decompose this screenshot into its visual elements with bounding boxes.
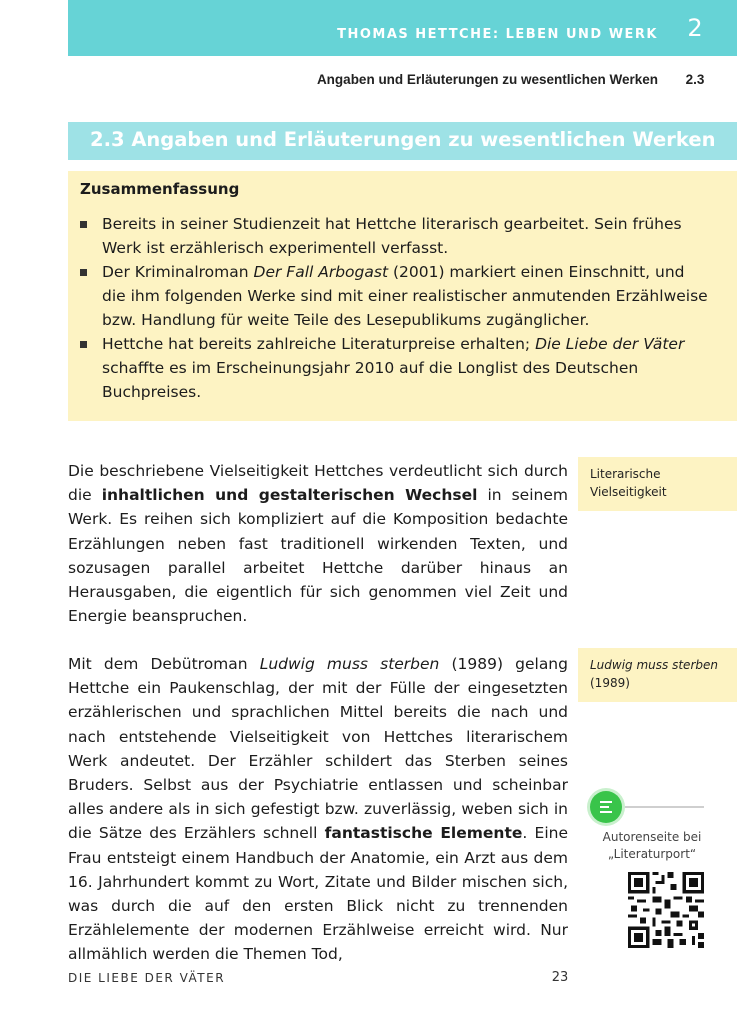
chapter-number: 2 (687, 14, 703, 42)
margin-note: Ludwig muss sterben (1989) (578, 648, 737, 702)
margin-note: Literarische Vielseitigkeit (578, 457, 737, 511)
summary-list (80, 212, 710, 404)
bullet-square-icon (80, 269, 87, 276)
bullet-square-icon (80, 341, 87, 348)
summary-item: Der Kriminalroman Der Fall Arbogast (2001) markiert einen Einschnitt, und die ihm folgenden Werke sind mit einer realistischer anmutenden Erzählweise bzw. Handlung für weite Teile des Lesepublikums zugänglicher. (80, 260, 710, 332)
bullet-square-icon (80, 221, 87, 228)
summary-item: Bereits in seiner Studienzeit hat Hettche literarisch gearbeitet. Sein frühes Werk ist erzählerisch experimentell verfasst. (80, 212, 710, 260)
chapter-title: THOMAS HETTCHE: LEBEN UND WERK (337, 27, 658, 42)
running-section-number: 2.3 (685, 72, 705, 87)
summary-item: Hettche hat bereits zahlreiche Literaturpreise erhalten; Die Liebe der Väter schaffte es im Erscheinungsjahr 2010 auf die Longlist des Deutschen Buchpreises. (80, 332, 710, 404)
body-paragraph: Mit dem Debütroman Ludwig muss sterben (1989) gelang Hettche ein Paukenschlag, der mit der Fülle der eingesetzten erzählerischen und sprachlichen Mittel bereits die nach und nach entstehende Vielseitigkeit von Hettches literarischem Werk andeutet. Der Erzähler schildert das Sterben seines Bruders. Selbst aus der Psychiatrie entlassen und scheinbar alles andere als in sich gefestigt bzw. zuverlässig, weben sich in die Sätze des Erzählers schnell fantastische Elemente. Eine Frau entsteigt einem Handbuch der Anatomie, ein Arzt aus dem 16. Jahrhundert kommt zu Wort, Zitate und Bilder mischen sich, was durch die auf den ersten Blick nicht zu trennenden Erzählelemente der modernen Erzählweise erreicht wird. Nur allmählich werden die Themen Tod, (68, 655, 568, 964)
list-icon (590, 791, 622, 823)
footer-book-title: DIE LIEBE DER VÄTER (68, 971, 226, 985)
qr-caption: Autorenseite bei „Literaturport“ (602, 830, 702, 861)
summary-title: Zusammenfassung (80, 180, 240, 198)
page-number: 23 (551, 970, 569, 985)
section-heading: 2.3 Angaben und Erläuterungen zu wesentlichen Werken (90, 128, 716, 151)
body-paragraph: Die beschriebene Vielseitigkeit Hettches verdeutlicht sich durch die inhaltlichen und gestalterischen Wechsel in seinem Werk. Es reihen sich kompliziert auf die Komposition bedachte Erzählungen neben fast traditionell wirkenden Texten, und sozusagen parallel arbeitet Hettche darüber hinaus an Herausgaben, die eigentlich für sich genommen viel Zeit und Energie beanspruchen. (68, 462, 568, 626)
qr-code[interactable] (628, 872, 704, 948)
running-section-title: Angaben und Erläuterungen zu wesentlichen Werken (316, 72, 658, 87)
